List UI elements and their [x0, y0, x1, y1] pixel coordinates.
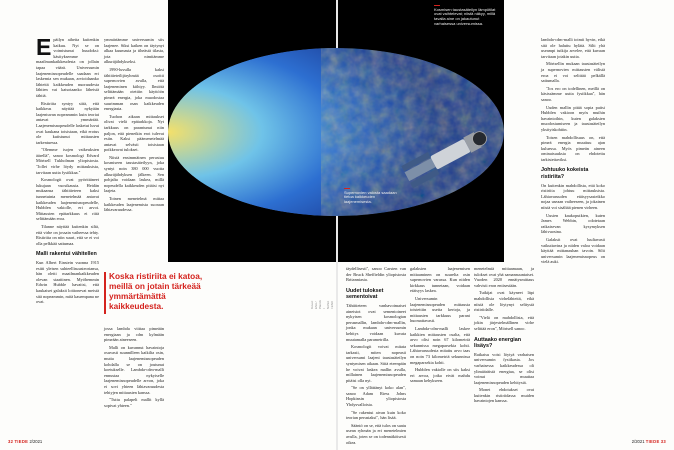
paragraph: "Vielä on mahdollista, että jokin järjestelmällinen virhe selittää eron", Mörtsell sanoo. [474, 314, 534, 331]
paragraph: menetelmiä mittaamaan, ja tulokset ovat yhä samansuuntaiset. Vuoden 2020 ennätysmittaus vahvisti eron entisestään. [474, 266, 534, 288]
paragraph: Kun Albert Einstein vuonna 1915 esitti yleisen suhteellisuusteoriansa, hän oletti maailmankaikkeuden olevan staattinen. Myöhemmin Edwin Hubble havaitsi, että kaukaiset galaksit loittonevat meistä sitä nopeammin, mitä kauempana ne ovat. [36, 259, 99, 305]
pullquote: Koska ristiriita ei katoa, meillä on jotain tärkeää ymmärtämättä kaikkeudesta. [109, 271, 203, 311]
paragraph: Galaksit ovat luultavasti vaikuttavina ja niiden valoa voidaan käyttää mittanauhan tavoin. Silti universumin laajenemisnopeus on vielä auki. [541, 237, 605, 265]
magazine-name: TIEDE [645, 439, 660, 444]
caption-cmb: Kosmisen taustasäteilyn lämpötilat ovat vaihtelevat; niistä näkyy, millä tavalla aine on jakautunut varhaisessa universumissa. [434, 6, 496, 27]
paragraph: Uuden mallin pitää sopia paitsi Hubblen vakioon myös muihin havaintoihin, kuten galaksien muodostumiseen ja taustasäteilyn yksityiskohtiin. [541, 104, 605, 132]
paragraph: galaksien laajenemisen mittaaminen on suurelta osin supernovien varassa. Kun niiden kirkkaus tunnetaan, voidaan etäisyys laskea. [410, 266, 470, 294]
paragraph: "Olemme isojen vaikeuksien äärellä", sanoo kosmologi Edvard Mörtsell Tukholman yliopistosta. "Jollei virhe löydy mittauksista, tarvitaan uutta fysiikkaa." [36, 147, 99, 175]
paragraph: Malli on kuvannut havaintoja osuvasti suunnilleen kaikilta osin, mutta laajenemisnopeuden kohdalla se on joutunut koetukselle. Lambda-cdm-malli ennustaa nykyiselle laajenemisnopeudelle arvon, joka ei sovi yhteen lähiavaruudesta tehtyjen mittausten kanssa. [104, 344, 164, 395]
paragraph: "Se rakentui aivan kuin koko teorian perustaksi", hän lisää. [346, 409, 406, 421]
paragraph: päilyn aiheita kuitenkin kaikuu. Nyt se on voimistunut huudoksi: käsityksemme maailmankaikkeudesta on jollain tapaa väärä. Universumin laajenemisnopeudelle saadaan eri laskemia sen mukaan, arvioidaanko lähteitä kaikkeuden nuoruudesta lähtien vai katsotaanko läheisiä tähtiä. [36, 37, 99, 98]
right-column-3 [474, 266, 534, 436]
paragraph: Ratkaisu voisi löytyä varhaisen universumin fysiikasta. Jos varhaisessa kaikkeudessa oli ylimääräistä energiaa, se olisi voinut muuttaa laajenemisnopeuden kehitystä. [474, 351, 534, 385]
paragraph: "Tuttu palapeli mallit kyllä sopivat yhteen." [104, 397, 164, 408]
right-folio [632, 439, 666, 444]
left-column-2 [104, 37, 164, 265]
right-column-2 [410, 266, 470, 436]
paragraph: 1990-luvulla kaksi tähtitieteilijäryhmää osoitti supernovien avulla, että laajeneminen kiihtyy. Ilmiötä selittämään otettiin käyttöön pimeä energia, joka muodostaa suurimman osan kaikkeuden energiasta. [104, 66, 164, 112]
paragraph: Toinen menetelmä mittaa kaikkeuden laajenemista suoraan lähiavaruudessa. [104, 196, 164, 213]
paragraph: "Se on yllättänyt koko alan", sanoo Adam Riess Johns Hopkinsin yliopistosta Yhdysvalloista. [346, 385, 406, 408]
paragraph: Toisen mahdollisuus on, että pimeä energia muuttuu ajan kuluessa. Myös pimeän aineen ominaisuuksia on ehdotettu tarkistettaviksi. [541, 134, 605, 162]
space-photo [338, 0, 504, 262]
paragraph: lambda-cdm-malli toimii hyvin, eikä sitä ole haluttu hylätä. Silti yhä useampi tutkija arvelee, että kuvaan tarvitaan jotakin uutta. [541, 37, 605, 59]
page-number: 32 [8, 439, 14, 444]
left-folio [8, 439, 42, 444]
paragraph: Kosmologit ovat pyörittäneet lukujaan vuosikausia. Heidän mukaansa tähtitieteen kaksi tunnetuinta menetelmää antavat kaikkeuden laajenemisnopeudelle, Hubblen vakiolle, eri arvot. Mittausten epätarkkuus ei riitä selittämään eroa. [36, 177, 99, 222]
paragraph: Niistä ensimmäinen perustuu kosmiseen taustasäteilyyn, joka syntyi noin 380 000 vuotta alkuräjähdyksen jälkeen. Sen pohjalta voidaan laskea, millä nopeudella kaikkeuden pitäisi nyt laajeta. [104, 154, 164, 194]
paragraph: ymmärtämme universumin siis laajenee. Siksi kaiken on täytynyt alkaa kuumasta ja tiheästä tilasta, jota nimitämme alkuräjähdykseksi. [104, 37, 164, 65]
photo-credit: Kuvat: ESA / Planck / NASA / ESO [310, 299, 334, 309]
caption-supernova: Supernovien valosta saadaan tietoa kaikkeuden laajenemisesta. [344, 188, 402, 205]
paragraph: "Jos ero on todellinen, meillä on käsissämme uutta fysiikkaa", hän sanoo. [541, 85, 605, 102]
paragraph: Tilanne näyttää kuitenkin siltä, että virhe on jossain vaiheessa tehty. Ristiriita on niin suuri, että se ei voi olla pelkkää sattumaa. [36, 224, 99, 246]
subheading: Johtuuko kokeista ristiriita? [541, 167, 589, 181]
issue: 2/2021 [29, 439, 43, 444]
magazine-name: TIEDE [14, 439, 29, 444]
paragraph: Tutkijat ovat käyneet läpi mahdollisia virhelähteitä, eikä niistä ole löytynyt selitystä ristiriidalle. [474, 290, 534, 313]
subheading: Uudet tulokset sementoivat [346, 287, 384, 301]
paragraph: täydellisesti", sanoo Carsten van der Bruck Sheffieldin yliopistosta Britanniasta. [346, 266, 406, 283]
cmb-sky-map-image [338, 0, 504, 262]
paragraph: On kuitenkin mahdollista, että koko ristiriita johtuu mittauksista. Lähiavaruuden etäisyysasteikko nojaa useaan vaiheeseen, ja jokainen niistä voi sisältää pienen virheen. [541, 182, 605, 211]
left-column-2b [104, 326, 164, 435]
subheading: Auttaako energian lisäys? [474, 336, 522, 350]
paragraph: Kosmologit voivat mitata tarkasti, miten nopeasti universumi laajeni taustasäteilyn syntymisen aikaan. Siitä eteenpäin he voivat laskea mallin avulla, millainen laajenemisnopeuden pitäisi olla nyt. [346, 344, 406, 383]
dropcap: E [36, 34, 52, 60]
issue: 2/2021 [631, 439, 645, 444]
paragraph: Tähtitieteen vanhavoimaiset aineistot ovat sementoineet nykyisen kosmologian perusmallin, lambda-cdm-mallin, jonka mukaan universumin kehitys voidaan kuvata muutamalla parametrilla. [346, 302, 406, 342]
paragraph: Hubblen vakiolle on siis kaksi eri arvoa, jotka eivät mahdu samaan kehykseen. [410, 367, 470, 384]
subheading: Malli rakentui vähitellen [36, 251, 97, 258]
paragraph: Lambda-cdm-malli laskee kaikkien mittausten osalta, että arvo olisi noin 67 kilometriä sekunnissa megaparsekia kohti. Lähiavaruudesta mitattu arvo taas on noin 73 kilometriä sekunnissa megaparsekia kohti. [410, 325, 470, 365]
paragraph: Ristiriita syntyy siitä, että kaikkeus näyttää nykyään laajentuvan nopeammin kuin teoriat antavat ymmärtää. Laajenemisnopeudelle lasketut luvut ovat kaukana toisistaan, eikä erotus ole kutistunut mittausten tarkentuessa. [36, 100, 100, 145]
paragraph: jossa lambda viittaa pimeään energiaan ja cdm kylmään pimeään aineeseen. [104, 326, 164, 343]
right-column-4 [541, 37, 605, 436]
paragraph: Universumin laajenemisnopeuden mittausta toistettiin useita kertoja, ja mittausten tarkkuus parani huomattavasti. [410, 295, 470, 324]
paragraph: Uusien kaukoputkien, kuten James Webbin, odotetaan ratkaisevan kysymyksen lähivuosina. [541, 212, 605, 235]
paragraph: Tuohon aikaan mittaukset olivat vielä epätarkkoja. Nyt tarkkuus on parantunut niin paljon, että pienetkin erot tulevat esiin. Kaksi päämenetelmää antavat selvästi toisistaan poikkeavat tulokset. [104, 113, 164, 153]
pullquote-bar [104, 272, 106, 314]
paragraph: Sääntö on se, että tulos on saatu usean ryhmän ja eri menetelmien avulla, joten se on todennäköisesti oikea. [346, 422, 406, 445]
left-column-1 [36, 34, 100, 435]
right-column-1 [346, 266, 406, 445]
paragraph: Mörtsellin mukaan taustasäteilyn ja supernovien mittausten välistä eroa ei voi selittää pelkällä sattumalla. [541, 61, 605, 84]
page-number: 33 [660, 439, 666, 444]
right-page [338, 0, 674, 450]
paragraph: Monet ehdotukset ovat kuitenkin ristiriidassa muiden havaintojen kanssa. [474, 387, 534, 404]
